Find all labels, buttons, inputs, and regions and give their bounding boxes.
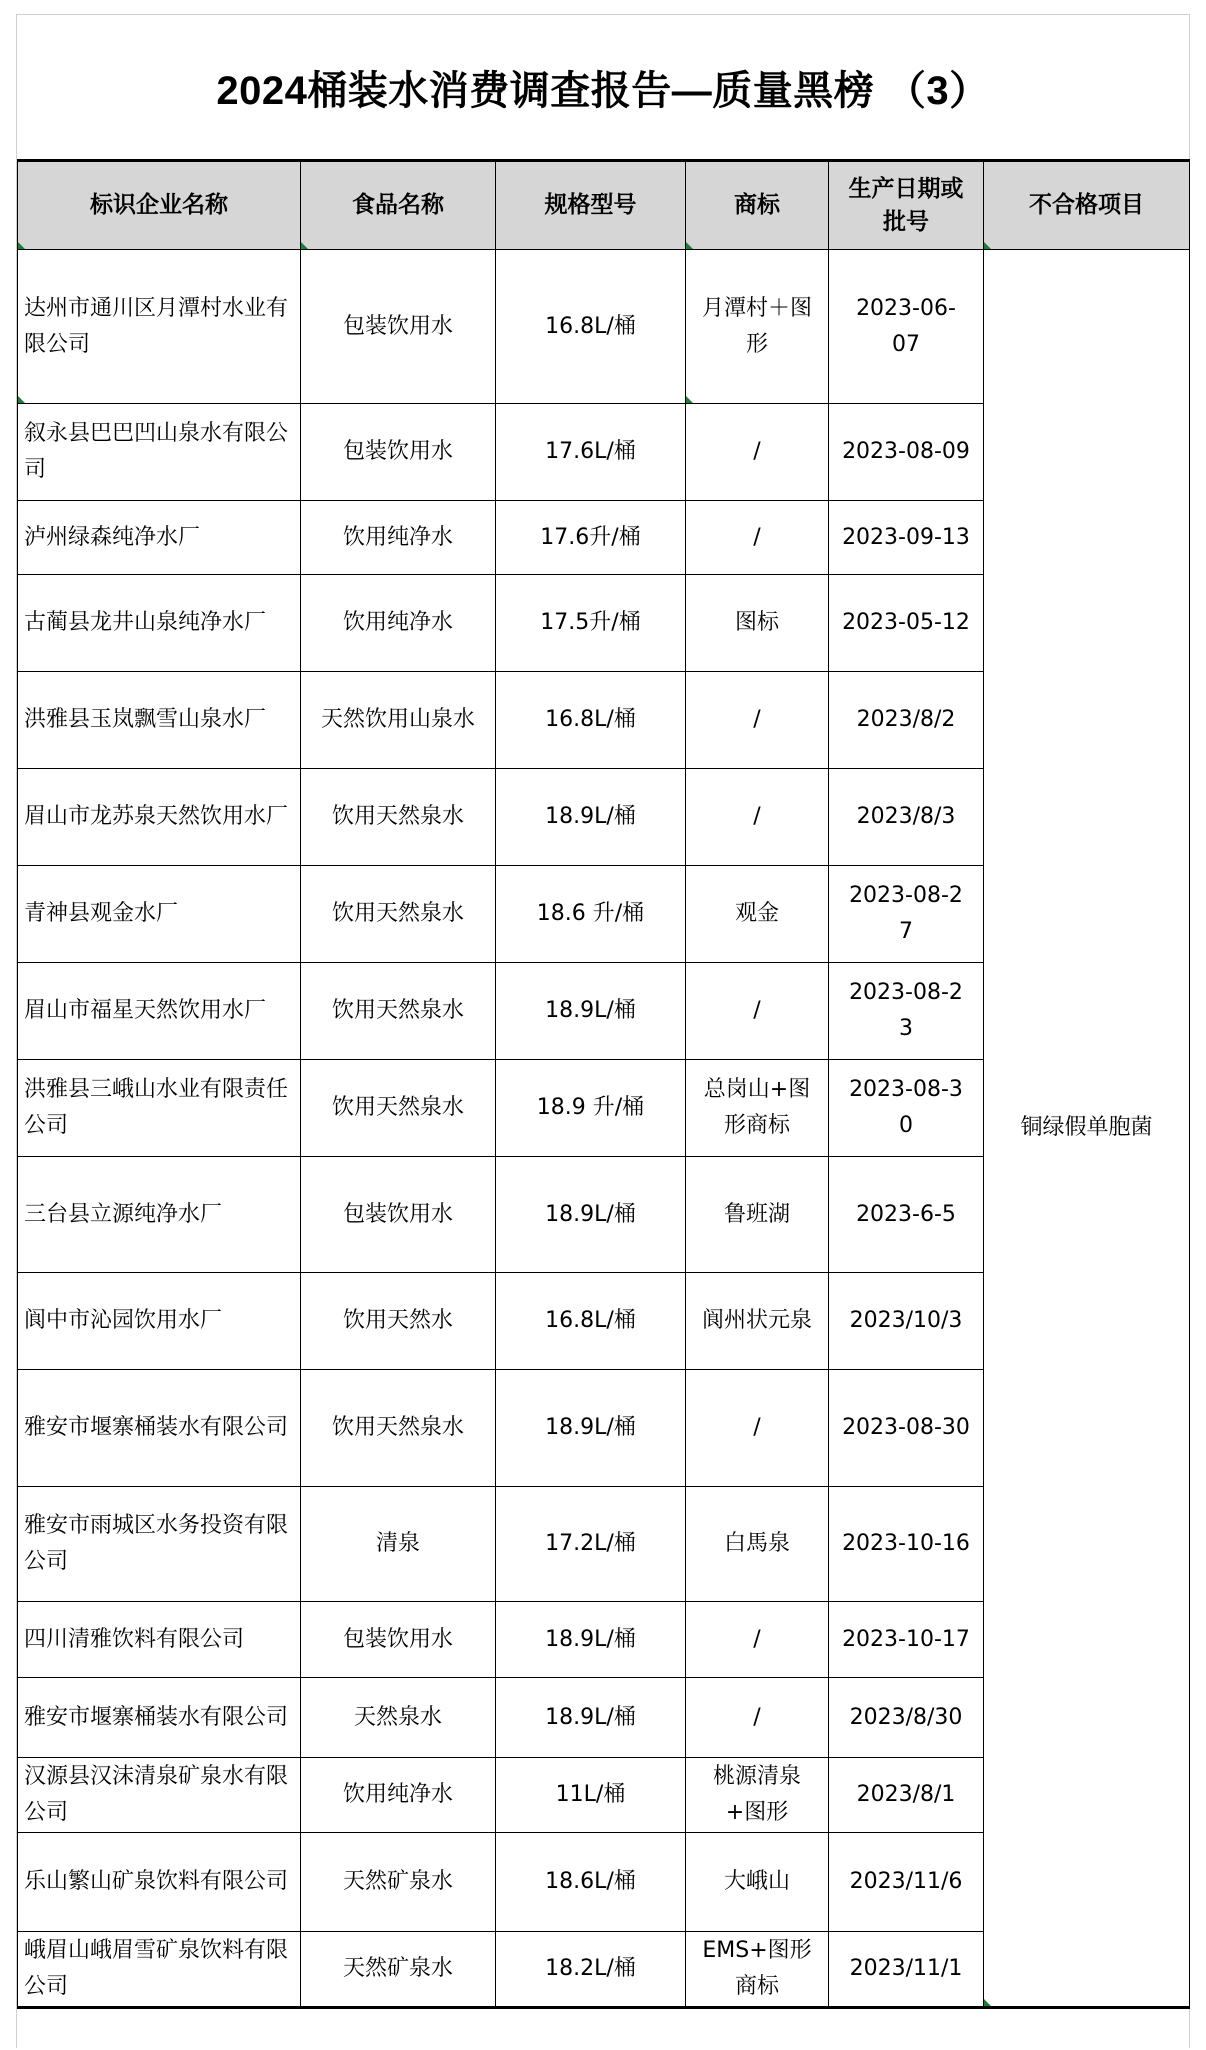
cell-brand: 鲁班湖 [686,1157,829,1273]
cell-company: 雅安市堰寨桶装水有限公司 [18,1678,301,1758]
cell-company: 乐山繁山矿泉饮料有限公司 [18,1833,301,1932]
cell-date: 2023/8/2 [829,672,984,769]
cell-food: 天然饮用山泉水 [301,672,496,769]
cell-food: 天然矿泉水 [301,1932,496,2008]
cell-food: 包装饮用水 [301,1602,496,1678]
cell-company: 叙永县巴巴凹山泉水有限公司 [18,404,301,501]
cell-spec: 18.9L/桶 [496,1602,686,1678]
table-row [18,250,1190,404]
cell-company: 青神县观金水厂 [18,866,301,963]
cell-food: 天然矿泉水 [301,1833,496,1932]
cell-food: 饮用天然泉水 [301,866,496,963]
cell-food: 饮用天然泉水 [301,1370,496,1487]
cell-food: 饮用天然泉水 [301,769,496,866]
cell-defect: 铜绿假单胞菌 [984,250,1190,2008]
cell-brand-text: 总岗山+图形商标 [703,1077,811,1138]
cell-brand: / [686,1678,829,1758]
cell-spec: 18.6L/桶 [496,1833,686,1932]
cell-brand: 阆州状元泉 [686,1273,829,1370]
cell-date: 2023-10-17 [829,1602,984,1678]
cell-spec: 16.8L/桶 [496,672,686,769]
cell-date: 2023-09-13 [829,501,984,575]
cell-food: 饮用纯净水 [301,575,496,672]
cell-spec: 18.9L/桶 [496,1370,686,1487]
cell-food: 饮用纯净水 [301,1758,496,1833]
cell-company: 眉山市福星天然饮用水厂 [18,963,301,1060]
cell-date: 2023-10-16 [829,1487,984,1602]
cell-company: 古蔺县龙井山泉纯净水厂 [18,575,301,672]
table-body [18,250,1190,2008]
cell-company: 雅安市雨城区水务投资有限公司 [18,1487,301,1602]
report-sheet [16,14,1190,2048]
cell-food: 饮用纯净水 [301,501,496,575]
cell-spec: 16.8L/桶 [496,1273,686,1370]
cell-food: 饮用天然水 [301,1273,496,1370]
cell-date [829,963,984,1060]
cell-brand: 图标 [686,575,829,672]
cell-date [829,250,984,404]
cell-food: 包装饮用水 [301,404,496,501]
cell-brand: / [686,963,829,1060]
cell-food: 清泉 [301,1487,496,1602]
cell-date: 2023/8/1 [829,1758,984,1833]
header-row [18,161,1190,250]
cell-spec: 16.8L/桶 [496,250,686,404]
cell-spec: 18.9L/桶 [496,963,686,1060]
cell-date-text: 2023-06-07 [856,295,956,357]
cell-spec: 11L/桶 [496,1758,686,1833]
cell-company: 峨眉山峨眉雪矿泉饮料有限公司 [18,1932,301,2008]
cell-date: 2023-6-5 [829,1157,984,1273]
cell-date: 2023-05-12 [829,575,984,672]
cell-date: 2023/10/3 [829,1273,984,1370]
cell-company: 四川清雅饮料有限公司 [18,1602,301,1678]
cell-food: 饮用天然泉水 [301,1060,496,1157]
cell-spec: 17.2L/桶 [496,1487,686,1602]
cell-date-text: 2023-08-30 [849,1077,963,1138]
cell-company: 洪雅县三峨山水业有限责任公司 [18,1060,301,1157]
cell-company: 达州市通川区月潭村水业有限公司 [18,250,301,404]
cell-food: 饮用天然泉水 [301,963,496,1060]
cell-brand-text: EMS+图形商标 [702,1938,812,1999]
cell-brand: 大峨山 [686,1833,829,1932]
cell-brand [686,1932,829,2008]
cell-spec: 18.2L/桶 [496,1932,686,2008]
header-spec: 规格型号 [496,161,686,250]
blacklist-table [17,159,1190,2009]
header-brand: 商标 [686,161,829,250]
cell-spec: 18.9L/桶 [496,1678,686,1758]
cell-brand: / [686,404,829,501]
cell-brand: / [686,501,829,575]
cell-date [829,1060,984,1157]
cell-spec: 17.6L/桶 [496,404,686,501]
cell-date: 2023-08-09 [829,404,984,501]
cell-date: 2023-08-30 [829,1370,984,1487]
cell-brand-text: 月潭村＋图形 [702,295,813,357]
cell-brand: 观金 [686,866,829,963]
cell-food: 包装饮用水 [301,1157,496,1273]
cell-spec: 18.6 升/桶 [496,866,686,963]
cell-brand: / [686,1602,829,1678]
header-food: 食品名称 [301,161,496,250]
cell-brand [686,250,829,404]
cell-company: 三台县立源纯净水厂 [18,1157,301,1273]
cell-company: 泸州绿森纯净水厂 [18,501,301,575]
cell-spec: 17.5升/桶 [496,575,686,672]
cell-date: 2023/11/6 [829,1833,984,1932]
cell-company: 眉山市龙苏泉天然饮用水厂 [18,769,301,866]
cell-spec: 18.9L/桶 [496,1157,686,1273]
cell-brand [686,1758,829,1833]
header-defect: 不合格项目 [984,161,1190,250]
cell-brand: / [686,769,829,866]
cell-date-text: 2023-08-23 [849,980,963,1041]
cell-date: 2023/11/1 [829,1932,984,2008]
cell-company: 汉源县汉沫清泉矿泉水有限公司 [18,1758,301,1833]
cell-date: 2023/8/30 [829,1678,984,1758]
cell-food: 包装饮用水 [301,250,496,404]
cell-company: 洪雅县玉岚飘雪山泉水厂 [18,672,301,769]
cell-date [829,866,984,963]
cell-brand: / [686,672,829,769]
cell-spec: 18.9 升/桶 [496,1060,686,1157]
cell-brand: 白馬泉 [686,1487,829,1602]
cell-company: 阆中市沁园饮用水厂 [18,1273,301,1370]
cell-brand-text: 桃源清泉+图形 [712,1764,801,1825]
cell-company: 雅安市堰寨桶装水有限公司 [18,1370,301,1487]
cell-brand: / [686,1370,829,1487]
header-date: 生产日期或批号 [829,161,984,250]
cell-date: 2023/8/3 [829,769,984,866]
cell-spec: 17.6升/桶 [496,501,686,575]
cell-brand [686,1060,829,1157]
page-title: 2024桶装水消费调查报告—质量黑榜 （3） [216,68,990,113]
cell-food: 天然泉水 [301,1678,496,1758]
cell-date-text: 2023-08-27 [849,883,963,944]
cell-spec: 18.9L/桶 [496,769,686,866]
header-company: 标识企业名称 [18,161,301,250]
